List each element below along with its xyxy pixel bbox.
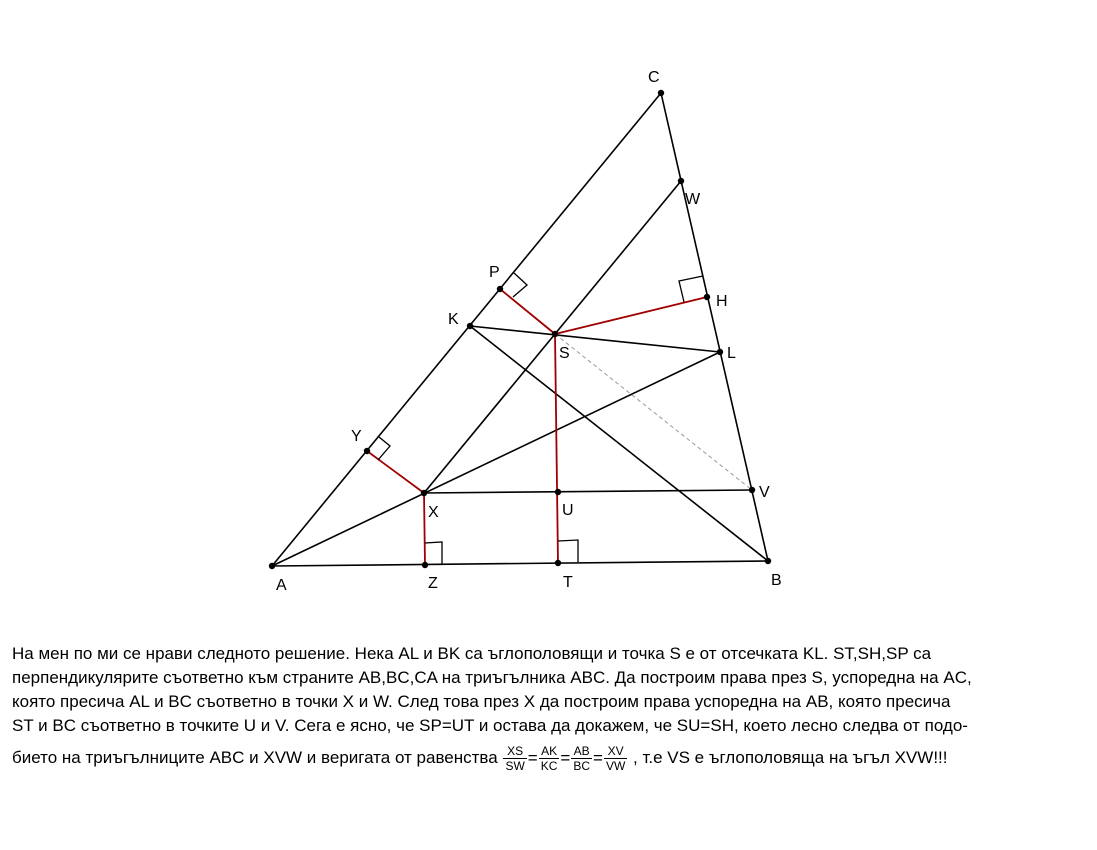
point-z <box>422 562 428 568</box>
label-b: B <box>771 572 782 589</box>
perp-sp <box>500 289 555 334</box>
solution-text <box>12 642 1087 773</box>
point-x <box>421 490 427 496</box>
text-line-4: ST и BC съответно в точките U и V. Сега е ясно, че SP=UT и остава да докажем, че SU=SH, което лесно следва от подо- <box>12 716 968 735</box>
equals-sign: = <box>560 748 571 768</box>
point-s <box>552 331 558 337</box>
line-xv <box>424 490 752 493</box>
point-h <box>704 294 710 300</box>
text-line-2: перпендикулярите съответно към страните AB,BC,CA на триъгълника ABC. Да построим права през S, успоредна на AC, <box>12 668 972 687</box>
perp-xy <box>367 451 424 493</box>
label-h: H <box>716 293 728 310</box>
point-v <box>749 487 755 493</box>
segment-kl <box>470 326 720 352</box>
label-v: V <box>759 484 770 501</box>
equals-sign: = <box>593 748 603 768</box>
fraction-xs-sw: $\frac{XS}{SW}$ <box>505 744 525 773</box>
bisector-al <box>272 352 720 566</box>
bisector-bk <box>470 326 768 561</box>
dashed-sv <box>555 334 752 490</box>
point-a <box>269 563 275 569</box>
label-x: X <box>428 504 439 521</box>
perp-xz <box>424 493 425 565</box>
point-t <box>555 560 561 566</box>
side-ca <box>272 93 661 566</box>
side-ab <box>272 561 768 566</box>
right-angle-y <box>378 437 390 460</box>
point-p <box>497 286 503 292</box>
perp-sh <box>555 297 707 334</box>
point-l <box>717 349 723 355</box>
text-line-1: На мен по ми се нрави следното решение. Нека AL и BK са ъглополовящи и точка S е от отсечката KL. ST,SH,SP са <box>12 644 932 663</box>
label-t: T <box>563 574 573 591</box>
right-angle-t <box>558 540 578 562</box>
label-z: Z <box>428 575 438 592</box>
point-y <box>364 448 370 454</box>
text-line-5 <box>12 744 1087 773</box>
text-line-5-start: бието на триъгълниците ABC и XVW и веригата от равенства <box>12 747 498 767</box>
label-a: A <box>276 577 287 594</box>
point-b <box>765 558 771 564</box>
fraction-xv-vw: $\frac{XV}{VW}$ <box>605 744 626 773</box>
right-angle-z <box>425 542 442 564</box>
label-s: S <box>559 345 570 362</box>
label-w: W <box>685 191 701 208</box>
point-u <box>555 489 561 495</box>
text-line-5-end: , т.е VS е ъглополовяща на ъгъл XVW!!! <box>633 747 948 767</box>
label-p: P <box>489 264 500 281</box>
points <box>269 90 771 569</box>
point-c <box>658 90 664 96</box>
label-k: K <box>448 311 459 328</box>
right-angle-p <box>513 273 527 297</box>
line-xw <box>424 181 681 493</box>
label-u: U <box>562 502 574 519</box>
fraction-ak-kc: $\frac{AK}{KC}$ <box>540 744 558 773</box>
label-l: L <box>727 345 736 362</box>
perp-st <box>555 334 558 563</box>
text-line-3: която пресича AL и BC съответно в точки X и W. След това през X да построим права успоредна на AB, която пресича <box>12 692 951 711</box>
point-w <box>678 178 684 184</box>
point-k <box>467 323 473 329</box>
fraction-ab-bc: $\frac{AB}{BC}$ <box>573 744 591 773</box>
label-y: Y <box>351 428 362 445</box>
label-c: C <box>648 69 660 86</box>
equals-sign: = <box>527 748 538 768</box>
